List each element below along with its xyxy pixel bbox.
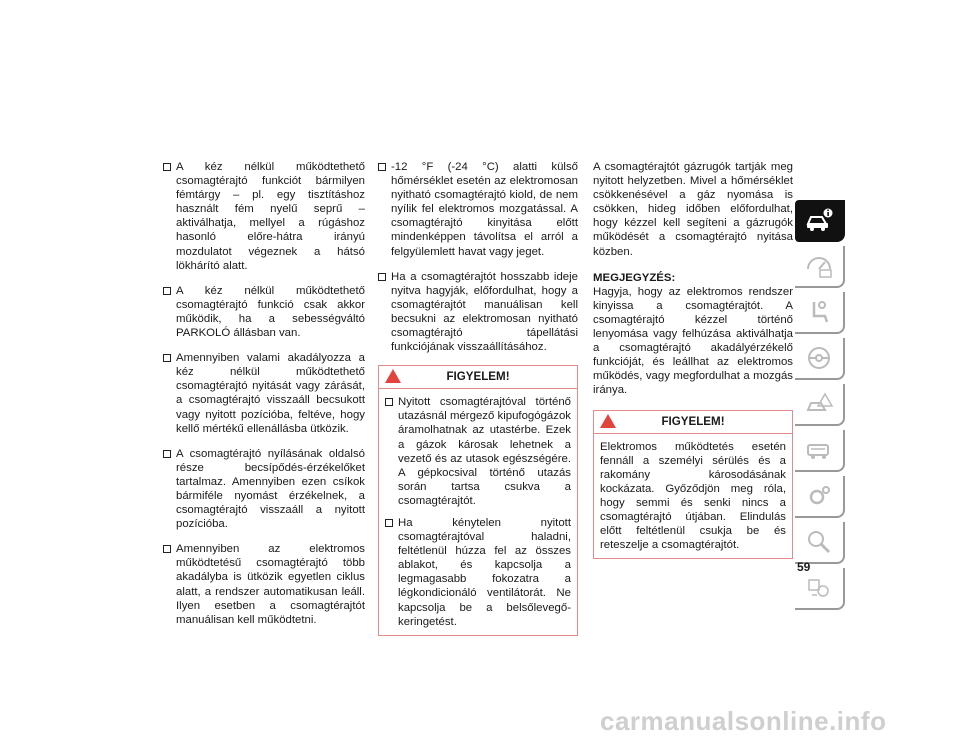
list-item: Ha kénytelen nyitott csomagtérajtóval haladni, feltétlenül húzza fel az összes ablakot, és kapcsolja a legmagasabb fokozatra a légkondicionáló ventilátorát. Ne kapcsolja be a belsőlevegő-keringetést. bbox=[385, 516, 571, 629]
column-left bbox=[163, 160, 365, 638]
tab-service[interactable] bbox=[795, 430, 845, 472]
chapter-tabs bbox=[795, 200, 845, 614]
tab-index[interactable] bbox=[795, 522, 845, 564]
dashboard-warning-icon bbox=[805, 253, 833, 279]
list-item: Amennyiben valami akadályozza a kéz nélkül működtethető csomagtérajtó nyitását vagy zárását, a csomagtérajtó visszaáll becsukott vagy nyitott pozícióba, feltéve, hogy kellő mértékű ellenállásba ütközik. bbox=[163, 351, 365, 436]
multimedia-icon bbox=[805, 575, 833, 601]
warning-text: Elektromos működtetés esetén fennáll a személyi sérülés és a rakomány károsodásának kockázata. Győződjön meg róla, hogy semmi és senki nincs a csomagtérajtó útjában. Elindulás előtt feltétlenül csukja be és reteszelje a csomagtérajtót. bbox=[600, 440, 786, 552]
body-paragraph: A csomagtérajtót gázrugók tartják meg nyitott helyzetben. Mivel a hőmérséklet csökkenésével a gáz nyomása is csökken, hideg időben előfordulhat, hogy kézzel kell segíteni a gázrugók működését a csomagtérajtó nyitása közben. bbox=[593, 161, 793, 258]
list-item: A kéz nélkül működtethető csomagtérajtó funkció csak akkor működik, ha a sebességváltó PARKOLÓ állásban van. bbox=[163, 284, 365, 340]
tab-multimedia[interactable] bbox=[795, 568, 845, 610]
tab-driving[interactable] bbox=[795, 338, 845, 380]
note-title: MEGJEGYZÉS: bbox=[593, 271, 676, 284]
car-crash-icon bbox=[805, 391, 833, 417]
steering-wheel-icon bbox=[805, 345, 833, 371]
checkbox-bullet-icon bbox=[378, 163, 386, 171]
warning-triangle-icon bbox=[600, 414, 616, 428]
tab-dashboard[interactable] bbox=[795, 246, 845, 288]
warning-box bbox=[593, 410, 793, 560]
column-right bbox=[593, 160, 793, 559]
maintenance-icon bbox=[805, 483, 833, 509]
list-item: A kéz nélkül működtethető csomagtérajtó funkciót bármilyen fémtárgy – pl. egy tisztításhoz használt fém nyelű seprű – aktiválhatja, mellyel a rúgáshoz hasonló előre-hátra irányú mozdulatot végeznek a hátsó lökhárító alatt. bbox=[163, 160, 365, 273]
page-number: 59 bbox=[797, 560, 811, 574]
warning-title: FIGYELEM! bbox=[446, 370, 510, 384]
car-info-icon bbox=[805, 207, 833, 233]
warning-header bbox=[594, 411, 792, 434]
checkbox-bullet-icon bbox=[385, 398, 393, 406]
checkbox-bullet-icon bbox=[163, 545, 171, 553]
seat-safety-icon bbox=[805, 299, 833, 325]
warning-title: FIGYELEM! bbox=[661, 414, 725, 428]
column-middle bbox=[378, 160, 578, 636]
tab-emergency[interactable] bbox=[795, 384, 845, 426]
checkbox-bullet-icon bbox=[163, 450, 171, 458]
tab-car-info[interactable] bbox=[795, 200, 845, 242]
list-item: Amennyiben az elektromos működtetésű csomagtérajtó több akadályba is ütközik egyetlen ciklus alatt, a rendszer automatikusan leáll. Ilyen esetben a csomagtérajtót manuálisan kell működtetni. bbox=[163, 542, 365, 627]
checkbox-bullet-icon bbox=[378, 273, 386, 281]
search-index-icon bbox=[805, 529, 833, 555]
tab-seats[interactable] bbox=[795, 292, 845, 334]
checkbox-bullet-icon bbox=[163, 354, 171, 362]
list-item: Nyitott csomagtérajtóval történő utazásnál mérgező kipufogógázok áramolhatnak az utastérbe. Ezek a gázok károsak lehetnek a vezető és az utasok egészségére. A gépkocsival történő utazás során tartsa csukva a csomagtérajtót. bbox=[385, 395, 571, 508]
checkbox-bullet-icon bbox=[385, 519, 393, 527]
car-service-icon bbox=[805, 437, 833, 463]
tab-maintenance[interactable] bbox=[795, 476, 845, 518]
list-item: Ha a csomagtérajtót hosszabb ideje nyitva hagyják, előfordulhat, hogy a csomagtérajtót manuálisan kell becsukni az elektromosan nyitható csomagtérajtó tápellátási funkciójának visszaállításához. bbox=[378, 270, 578, 355]
watermark: carmanualsonline.info bbox=[600, 706, 887, 736]
note-text: Hagyja, hogy az elektromos rendszer kinyissa a csomagtérajtót. A csomagtérajtó kézzel történő lenyomása vagy felhúzása aktiválhatja a csomagtérajtó akadályérzékelő funkcióját, és leállhat az elektromos működés, vagy megfordulhat a mozgás iránya. bbox=[593, 285, 793, 397]
warning-triangle-icon bbox=[385, 369, 401, 383]
checkbox-bullet-icon bbox=[163, 163, 171, 171]
list-item: A csomagtérajtó nyílásának oldalsó része becsípődés-érzékelőket tartalmaz. Amennyiben ezen csíkok bármiféle nyomást érzékelnek, a csomagtérajtó visszaáll a nyitott pozícióba. bbox=[163, 447, 365, 532]
warning-box bbox=[378, 365, 578, 636]
warning-header bbox=[379, 366, 577, 389]
checkbox-bullet-icon bbox=[163, 287, 171, 295]
list-item: -12 °F (-24 °C) alatti külső hőmérséklet esetén az elektromosan nyitható csomagtérajtó kiold, de nem nyílik fel elektromos mozgatással. A csomagtérajtó kinyitása előtt mindenképpen távolítsa el arról a felgyülemlett havat vagy jeget. bbox=[378, 160, 578, 259]
